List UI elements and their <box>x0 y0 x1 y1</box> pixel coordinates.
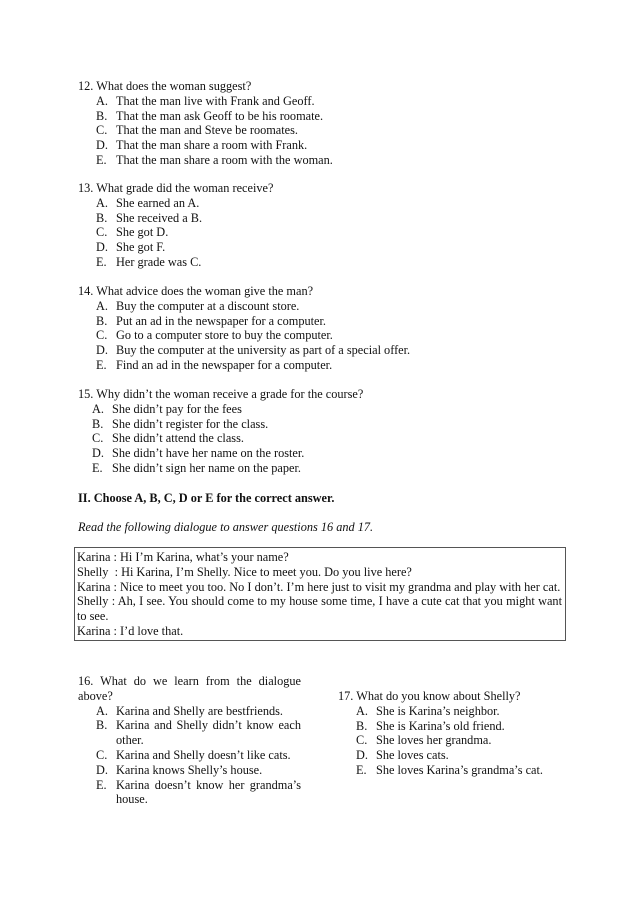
question-15 <box>78 387 363 476</box>
option-d: D. She loves cats. <box>356 748 449 763</box>
option-d: D. That the man share a room with Frank. <box>96 138 308 153</box>
option-a: A. Buy the computer at a discount store. <box>96 298 300 313</box>
question-13 <box>78 181 273 270</box>
dialogue-instruction: Read the following dialogue to answer questions 16 and 17. <box>78 520 374 534</box>
dialogue-line: Karina : Hi I’m Karina, what’s your name? <box>77 550 289 564</box>
option-c: C. That the man and Steve be roomates. <box>96 123 299 138</box>
question-number: 17. <box>338 689 354 703</box>
option-b: B. That the man ask Geoff to be his roomate. <box>96 108 324 123</box>
question-text: Why didn’t the woman receive a grade for the course? <box>96 387 364 401</box>
dialogue-line: Karina : I’d love that. <box>77 623 184 638</box>
dialogue-line: Shelly : Ah, I see. You should come to my house some time, I have a cute cat that you might want to see. <box>77 594 562 624</box>
question-12 <box>78 79 333 168</box>
section-heading: II. Choose A, B, C, D or E for the correct answer. <box>78 491 335 505</box>
option-e: E. That the man share a room with the woman. <box>96 152 333 167</box>
question-16 <box>78 674 301 807</box>
option-b: B. Put an ad in the newspaper for a computer. <box>96 313 327 328</box>
option-c: C. Karina and Shelly doesn’t like cats. <box>96 747 291 762</box>
dialogue-line: Karina : Nice to meet you too. No I don’t. I’m here just to visit my grandma and play with her cat. <box>77 579 561 594</box>
option-a: A. She earned an A. <box>96 195 200 210</box>
option-c: C. She didn’t attend the class. <box>92 431 244 446</box>
option-a: A. That the man live with Frank and Geoff. <box>96 93 315 108</box>
option-e: E. Find an ad in the newspaper for a computer. <box>96 357 333 372</box>
option-b: B. She didn’t register for the class. <box>92 416 269 431</box>
question-14 <box>78 284 410 373</box>
question-text: What do we learn from the dialogue above? <box>78 674 301 703</box>
question-text: What do you know about Shelly? <box>356 689 521 703</box>
option-c: C. She got D. <box>96 225 169 240</box>
option-e: E. Karina doesn’t know her grandma’s house. <box>96 777 301 807</box>
question-text: What grade did the woman receive? <box>96 181 274 195</box>
question-number: 12. <box>78 79 94 93</box>
option-b: B. Karina and Shelly didn’t know each other. <box>96 718 301 748</box>
option-b: B. She is Karina’s old friend. <box>356 718 505 733</box>
question-17 <box>338 689 564 778</box>
dialogue-line: Shelly : Hi Karina, I’m Shelly. Nice to meet you. Do you live here? <box>77 564 412 579</box>
question-number: 16. <box>78 674 94 688</box>
option-d: D. Karina knows Shelly’s house. <box>96 762 263 777</box>
option-b: B. She received a B. <box>96 210 203 225</box>
option-c: C. Go to a computer store to buy the computer. <box>96 328 333 343</box>
option-e: E. She didn’t sign her name on the paper. <box>92 460 301 475</box>
question-text: What does the woman suggest? <box>96 79 252 93</box>
option-c: C. She loves her grandma. <box>356 733 492 748</box>
option-d: D. She got F. <box>96 240 166 255</box>
option-a: A. Karina and Shelly are bestfriends. <box>96 703 283 718</box>
question-text: What advice does the woman give the man? <box>96 284 314 298</box>
option-a: A. She is Karina’s neighbor. <box>356 703 500 718</box>
option-d: D. Buy the computer at the university as part of a special offer. <box>96 343 411 358</box>
dialogue-box <box>74 547 566 641</box>
question-number: 14. <box>78 284 94 298</box>
option-d: D. She didn’t have her name on the roster. <box>92 446 305 461</box>
question-number: 15. <box>78 387 94 401</box>
option-a: A. She didn’t pay for the fees <box>92 401 242 416</box>
question-number: 13. <box>78 181 94 195</box>
option-e: E. Her grade was C. <box>96 254 202 269</box>
option-e: E. She loves Karina’s grandma’s cat. <box>356 762 543 777</box>
